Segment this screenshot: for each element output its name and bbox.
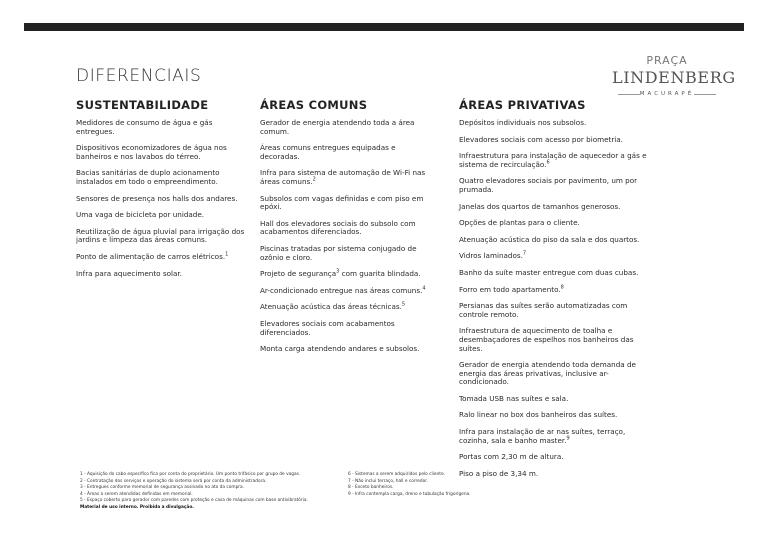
feature-item xyxy=(260,245,432,262)
footnote-ref: 3 xyxy=(336,268,340,275)
feature-text: Piso a piso de 3,34 m. xyxy=(459,468,539,478)
feature-item xyxy=(459,136,657,145)
footnote: 7 - Não inclui terraço, hall e corredor. xyxy=(348,478,428,484)
feature-item xyxy=(76,195,248,204)
feature-text: Banho da suíte master entregue com duas cubas. xyxy=(459,267,639,277)
feature-item xyxy=(459,361,657,387)
footnote-ref: 5 xyxy=(401,301,406,308)
feature-text: Sensores de presença nos halls dos andares. xyxy=(76,193,238,203)
feature-text-tail: com guarita blindada. xyxy=(339,269,421,279)
footnotes-left xyxy=(80,472,342,512)
feature-text: Uma vaga de bicicleta por unidade. xyxy=(76,210,205,220)
feature-text: Ar-condicionado entregue nas áreas comuns. xyxy=(260,285,423,295)
feature-text: Depósitos individuais nos subsolos. xyxy=(459,118,587,127)
footnote: 2 - Contratação dos serviços e operação do sistema será por conta da administradora. xyxy=(80,478,267,484)
feature-item xyxy=(459,236,657,245)
feature-item xyxy=(76,228,248,245)
feature-item xyxy=(260,345,432,354)
feature-text: Elevadores sociais com acesso por biometria. xyxy=(459,134,623,144)
feature-item xyxy=(260,220,432,237)
feature-list xyxy=(76,119,248,278)
footnote: 4 - Áreas a serem atendidas definidas em memorial. xyxy=(80,491,193,497)
feature-item xyxy=(260,169,432,186)
feature-item xyxy=(459,119,657,128)
column-heading: ÁREAS COMUNS xyxy=(260,98,368,112)
footnote: 3 - Entregues conforme memorial de segurança assinado no ato da compra. xyxy=(80,485,245,491)
logo-line-2: LINDENBERG xyxy=(612,68,736,87)
column-areas-comuns xyxy=(260,98,432,362)
feature-text: Áreas comuns entregues equipadas e decoradas. xyxy=(260,143,396,161)
feature-text: Monta carga atendendo andares e subsolos. xyxy=(260,344,420,354)
feature-text: Quatro elevadores sociais por pavimento, um por prumada. xyxy=(459,176,638,194)
footnote-ref: 8 xyxy=(560,284,564,291)
feature-item xyxy=(459,395,657,404)
footnote-list xyxy=(80,472,342,505)
feature-item xyxy=(260,303,432,312)
feature-item xyxy=(459,286,657,295)
legal-notice: Material de uso interno. Proibida a divulgação. xyxy=(80,505,194,511)
feature-text: Atenuação acústica do piso da sala e dos quartos. xyxy=(459,234,640,244)
feature-text: Medidores de consumo de água e gás entregues. xyxy=(76,118,213,136)
footnote-ref: 6 xyxy=(546,159,550,166)
column-heading: SUSTENTABILIDADE xyxy=(76,98,209,112)
feature-item xyxy=(76,253,248,262)
column-sustentabilidade xyxy=(76,98,248,286)
feature-text: Piscinas tratadas por sistema conjugado de ozônio e cloro. xyxy=(260,243,417,262)
feature-text: Persianas das suítes serão automatizadas com controle remoto. xyxy=(459,301,628,319)
feature-item xyxy=(76,211,248,220)
feature-item xyxy=(459,203,657,212)
feature-text: Gerador de energia atendendo toda a área comum. xyxy=(260,118,415,136)
feature-text: Tomada USB nas suítes e sala. xyxy=(459,393,569,403)
top-bar xyxy=(24,23,744,31)
feature-item xyxy=(459,269,657,278)
footnote-list xyxy=(348,472,548,498)
footnote-ref: 7 xyxy=(522,250,527,257)
feature-item xyxy=(76,119,248,136)
feature-item xyxy=(76,169,248,186)
feature-item xyxy=(459,302,657,319)
feature-text: Atenuação acústica das áreas técnicas. xyxy=(260,302,402,312)
feature-item xyxy=(459,252,657,261)
feature-item xyxy=(459,152,657,169)
logo-line-1: PRAÇA xyxy=(646,54,688,67)
feature-text: Forro em todo apartamento. xyxy=(459,284,561,294)
feature-item xyxy=(260,270,432,279)
feature-text: Dispositivos economizadores de água nos banheiros e nos lavabos do térreo. xyxy=(76,143,227,161)
feature-text: Bacias sanitárias de duplo acionamento instalados em todo o empreendimento. xyxy=(76,168,220,186)
footnotes-right xyxy=(348,472,548,498)
feature-item xyxy=(459,177,657,194)
feature-item xyxy=(260,287,432,296)
feature-item xyxy=(260,320,432,337)
footnote: 5 - Espaço coberto para gerador com paredes com proteção e casa de máquinas com base antivibratória. xyxy=(80,498,308,504)
footnote-ref: 4 xyxy=(422,285,426,292)
feature-item xyxy=(260,195,432,212)
footnote-ref: 1 xyxy=(225,251,229,258)
feature-item xyxy=(459,327,657,353)
column-heading: ÁREAS PRIVATIVAS xyxy=(459,98,586,112)
feature-item xyxy=(76,270,248,279)
feature-text: Infra para instalação de ar nas suítes, terraço, cozinha, sala e banho master. xyxy=(459,427,626,445)
feature-text: Hall dos elevadores sociais do subsolo com acabamentos diferenciados. xyxy=(260,218,416,237)
feature-item xyxy=(459,411,657,420)
feature-text: Projeto de segurança xyxy=(260,269,337,279)
footnote: 8 - Exceto banheiros. xyxy=(348,485,394,491)
footnote-ref: 9 xyxy=(566,435,570,442)
feature-list xyxy=(260,119,432,354)
feature-text: Opções de plantas para o cliente. xyxy=(459,218,580,228)
feature-item xyxy=(459,428,657,445)
column-areas-privativas xyxy=(459,98,657,486)
feature-item xyxy=(459,219,657,228)
feature-text: Infra para sistema de automação de Wi-Fi nas áreas comuns. xyxy=(260,168,426,186)
feature-text: Reutilização de água pluvial para irrigação dos jardins e limpeza das áreas comuns. xyxy=(76,226,245,245)
feature-item xyxy=(260,144,432,161)
feature-text: Portas com 2,30 m de altura. xyxy=(459,452,564,462)
feature-text: Subsolos com vagas definidas e com piso em epóxi. xyxy=(260,193,424,212)
feature-text: Ralo linear no box dos banheiros das suítes. xyxy=(459,410,618,420)
logo-line-3: MACURAPÉ xyxy=(612,91,722,97)
footnote: 1 - Aquisição do cabo específico fica por conta do proprietário. Um ponto trifásico por grupo de vagas. xyxy=(80,472,301,477)
feature-item xyxy=(260,119,432,136)
page-title: DIFERENCIAIS xyxy=(76,66,202,86)
footnote-ref: 2 xyxy=(312,176,316,183)
feature-text: Ponto de alimentação de carros elétricos. xyxy=(76,251,226,261)
feature-list xyxy=(459,119,657,478)
feature-text: Infra para aquecimento solar. xyxy=(76,268,182,278)
feature-text: Elevadores sociais com acabamentos diferenciados. xyxy=(260,318,395,337)
feature-text: Gerador de energia atendendo toda demanda de energia das áreas privativas, inclusive ar-condicionado. xyxy=(459,360,636,387)
feature-text: Janelas dos quartos de tamanhos generosos. xyxy=(459,201,621,211)
feature-text: Vidros laminados. xyxy=(459,251,523,261)
brand-logo xyxy=(612,54,736,97)
feature-text: Infraestrutura de aquecimento de toalha e desembaçadores de espelhos nos banheiros das suítes. xyxy=(459,326,634,353)
feature-item xyxy=(459,453,657,462)
feature-item xyxy=(76,144,248,161)
footnote: 6 - Sistemas a serem adquiridos pelo cliente. xyxy=(348,472,445,477)
feature-text: Infraestrutura para instalação de aquecedor a gás e sistema de recirculação. xyxy=(459,151,647,169)
footnote: 9 - Infra contempla carga, dreno e tubulação frigorígena. xyxy=(348,491,471,497)
